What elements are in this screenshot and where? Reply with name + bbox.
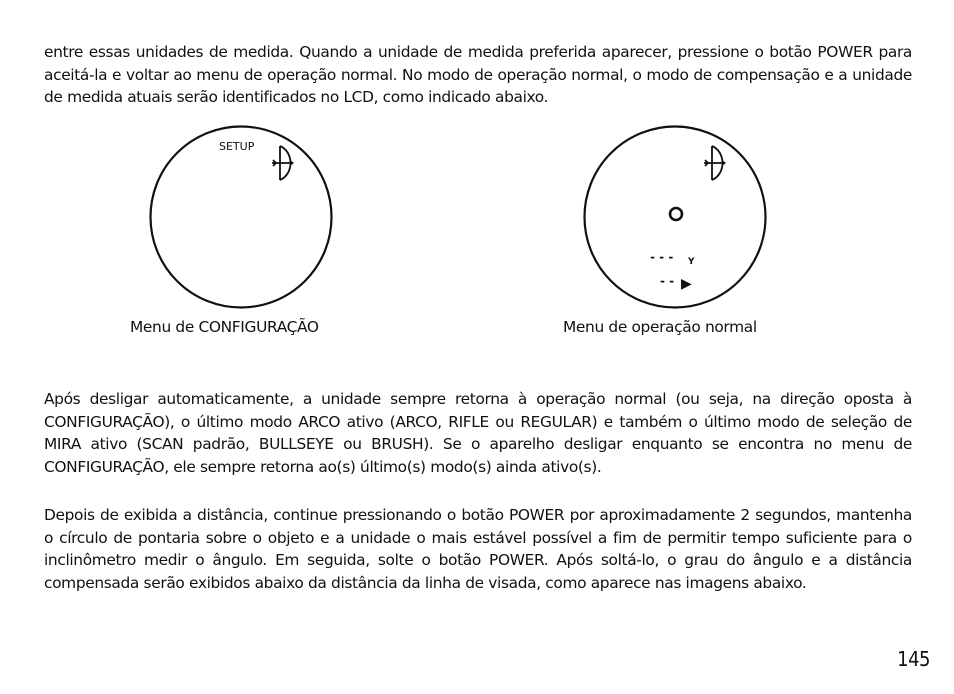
paragraph-angle-measurement: Depois de exibida a distância, continue pressionando o botão POWER por aproximadamente 2 segundos, mantenha o círculo de pontaria sobre o objeto e a unidade o mais estável possível a fim de permitir tempo suficiente para o inclinômetro medir o ângulo. Em seguida, solte o botão POWER. Após soltá-lo, o grau do ângulo e a distância compensada serão exibidos abaixo da distância da linha de visada, como aparece nas imagens abaixo. — [44, 506, 912, 592]
bow-icon — [272, 146, 294, 180]
distance-unit: Y — [688, 257, 695, 267]
angle-triangle-icon: ▶ — [681, 276, 692, 292]
angle-dashes: - - — [660, 274, 675, 288]
caption-normal-menu: Menu de operação normal — [563, 318, 757, 336]
lcd-outline — [151, 127, 332, 308]
paragraph-auto-shutdown: Após desligar automaticamente, a unidade sempre retorna à operação normal (ou seja, na direção oposta à CONFIGURAÇÃO), o último modo ARCO ativo (ARCO, RIFLE ou REGULAR) e também o último modo de seleção de MIRA ativo (SCAN padrão, BULLSEYE ou BRUSH). Se o aparelho desligar enquanto se encontra no menu de CONFIGURAÇÃO, ele sempre retorna ao(s) último(s) modo(s) ainda ativo(s). — [44, 390, 912, 476]
setup-label: SETUP — [219, 140, 255, 153]
aiming-circle-icon — [670, 208, 682, 220]
paragraph-intro: entre essas unidades de medida. Quando a unidade de medida preferida aparecer, pressione o botão POWER para aceitá-la e voltar ao menu de operação normal. No modo de operação normal, o modo de compensação e a unidade de medida atuais serão identificados no LCD, como indicado abaixo. — [44, 43, 912, 107]
page-number: 145 — [897, 647, 930, 671]
lcd-outline — [585, 127, 766, 308]
lcd-normal-display — [582, 124, 770, 312]
lcd-setup-display — [148, 124, 336, 312]
distance-dashes: - - - — [650, 250, 674, 264]
caption-setup-menu: Menu de CONFIGURAÇÃO — [130, 318, 319, 336]
bow-icon — [704, 146, 726, 180]
